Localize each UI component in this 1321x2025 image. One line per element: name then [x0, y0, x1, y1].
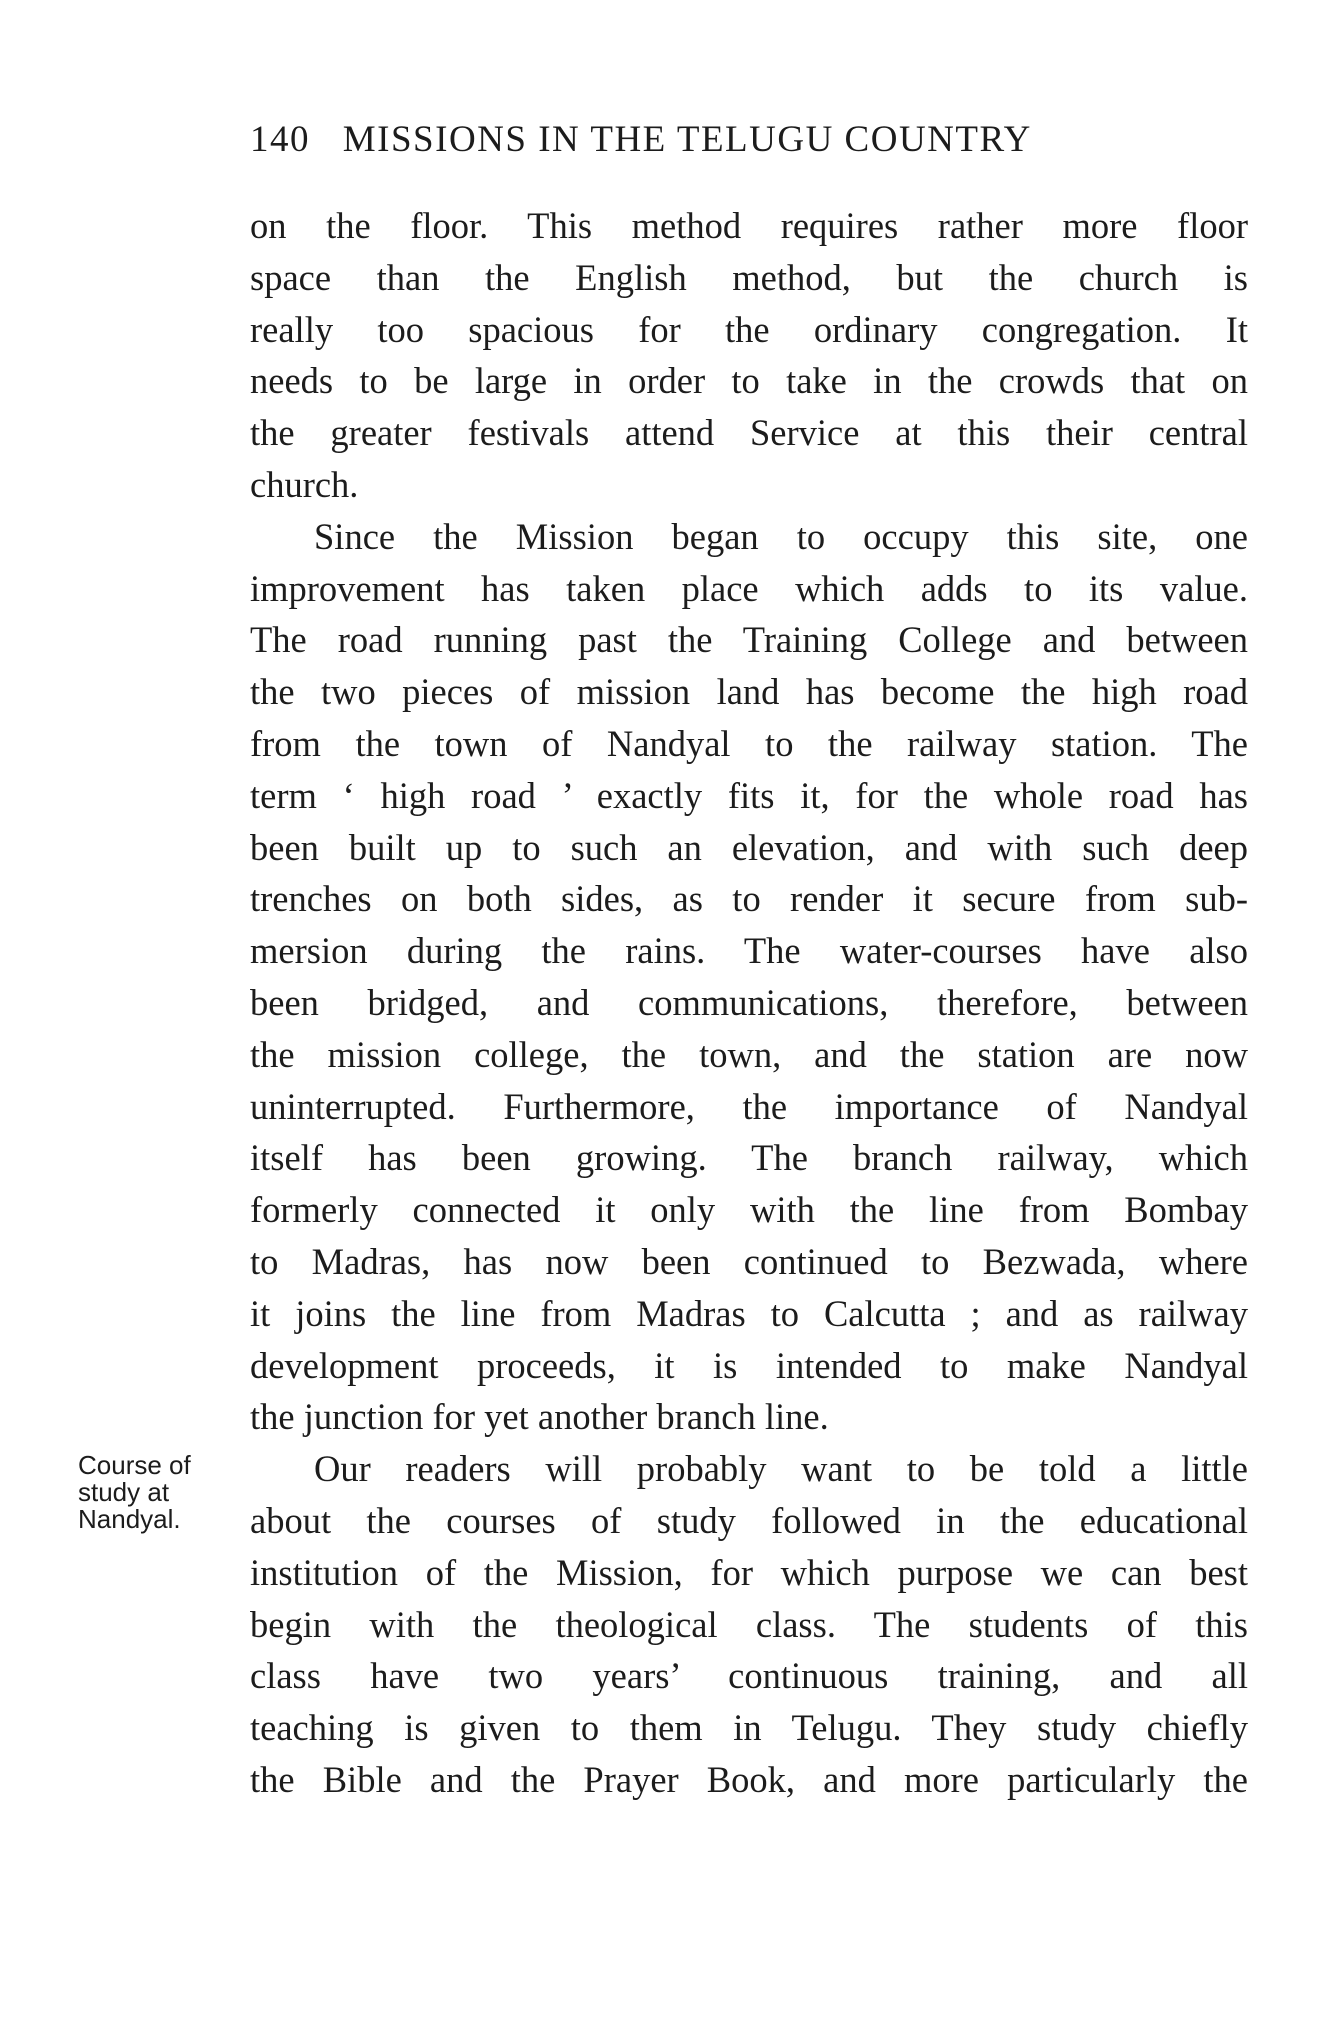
paragraph-start-line: Since the Mission began to occupy this site, one — [314, 515, 1248, 557]
text-line: space than the English method, but the church is — [250, 256, 1248, 298]
text-line: begin with the theological class. The students of this — [250, 1603, 1248, 1645]
text-line: mersion during the rains. The water-courses have also — [250, 930, 1248, 972]
text-line: institution of the Mission, for which purpose we can best — [250, 1551, 1248, 1593]
text-line: itself has been growing. The branch railway, which — [250, 1137, 1248, 1179]
text-line: been built up to such an elevation, and with such deep — [250, 826, 1248, 868]
text-line: term ‘ high road ’ exactly fits it, for the whole road has — [250, 774, 1248, 816]
text-line: uninterrupted. Furthermore, the importance of Nandyal — [250, 1085, 1248, 1127]
text-line: The road running past the Training College and between — [250, 619, 1248, 661]
text-line: trenches on both sides, as to render it secure from sub- — [250, 878, 1248, 920]
text-line: about the courses of study followed in the educational — [250, 1499, 1248, 1541]
marginal-note-line: Nandyal. — [78, 1504, 181, 1534]
text-line: it joins the line from Madras to Calcutta ; and as railway — [250, 1292, 1248, 1334]
text-line: really too spacious for the ordinary congregation. It — [250, 308, 1248, 350]
page-number: 140 — [250, 119, 310, 160]
body-text — [250, 200, 1248, 1806]
text-line: church. — [250, 463, 359, 505]
text-line: the mission college, the town, and the station are now — [250, 1033, 1248, 1075]
text-line: class have two years’ continuous training, and all — [250, 1655, 1248, 1697]
text-line: the junction for yet another branch line. — [250, 1396, 829, 1438]
text-line: on the floor. This method requires rather more floor — [250, 205, 1248, 246]
text-line: teaching is given to them in Telugu. They study chiefly — [250, 1707, 1248, 1749]
text-line: been bridged, and communications, therefore, between — [250, 981, 1248, 1023]
running-title: MISSIONS IN THE TELUGU COUNTRY — [342, 119, 1032, 160]
text-line: the greater festivals attend Service at this their central — [250, 412, 1248, 454]
marginal-note-line: study at — [78, 1477, 170, 1507]
marginal-note-line: Course of — [78, 1450, 191, 1480]
text-line: needs to be large in order to take in the crowds that on — [250, 360, 1248, 402]
text-line: improvement has taken place which adds to its value. — [250, 567, 1248, 609]
text-line: development proceeds, it is intended to make Nandyal — [250, 1344, 1248, 1386]
running-head — [250, 118, 1160, 168]
text-line: formerly connected it only with the line from Bombay — [250, 1189, 1248, 1231]
paragraph-start-line: Our readers will probably want to be told a little — [314, 1448, 1248, 1490]
text-line: to Madras, has now been continued to Bezwada, where — [250, 1240, 1248, 1282]
text-line: the two pieces of mission land has become the high road — [250, 671, 1248, 713]
text-line: the Bible and the Prayer Book, and more particularly the — [250, 1758, 1248, 1800]
marginal-note — [78, 1452, 228, 1533]
text-line: from the town of Nandyal to the railway station. The — [250, 722, 1248, 764]
